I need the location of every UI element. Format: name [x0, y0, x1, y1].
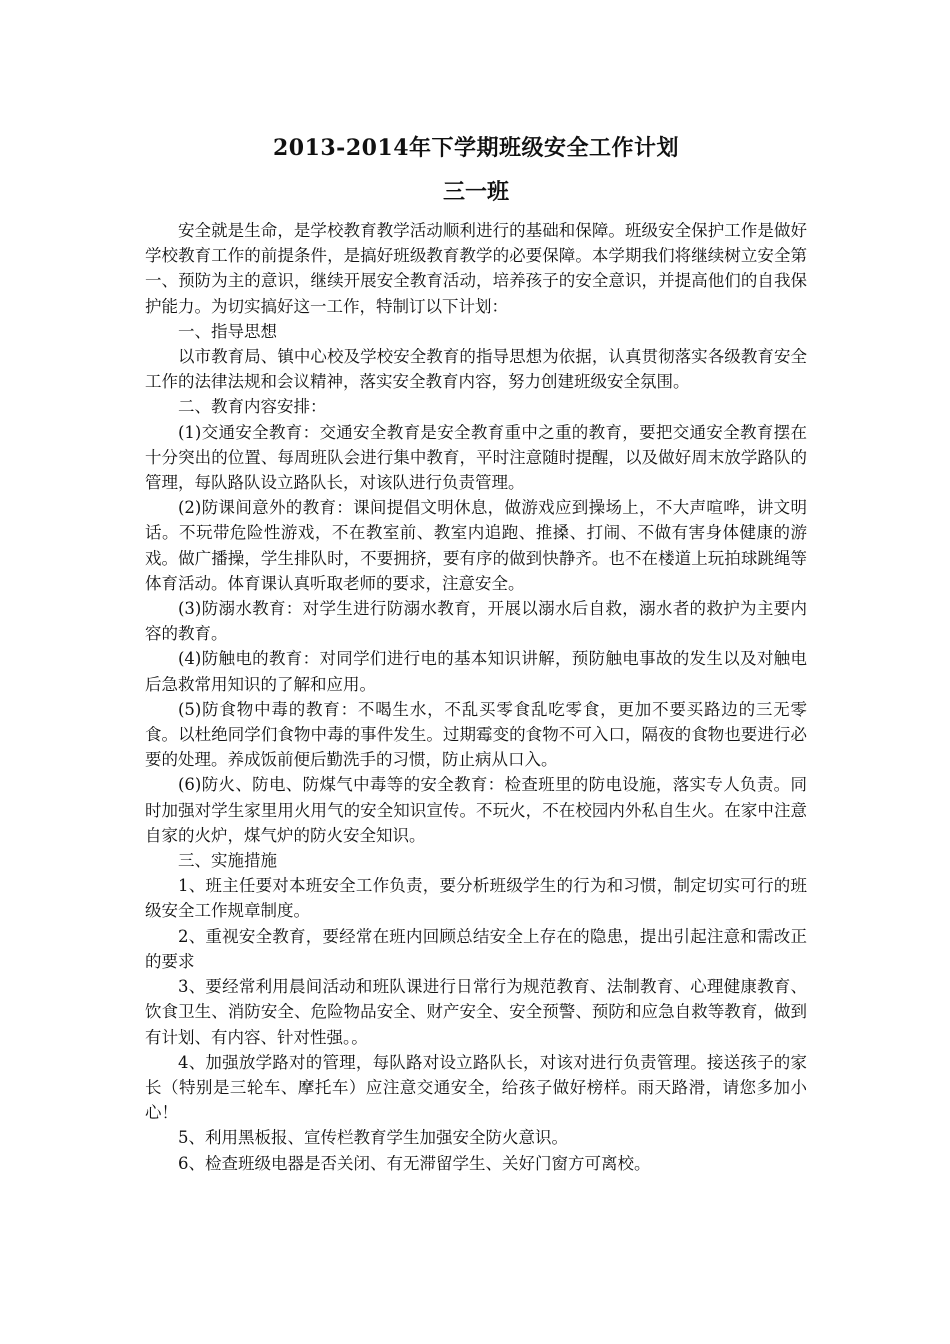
- paragraph-drowning-prevention: (3)防溺水教育：对学生进行防溺水教育，开展以溺水后自救，溺水者的救护为主要内容的教育。: [145, 599, 807, 644]
- paragraph-measure-5: 5、利用黑板报、宣传栏教育学生加强安全防火意识。: [178, 1128, 568, 1148]
- paragraph-recess-safety: (2)防课间意外的教育：课间提倡文明休息，做游戏应到操场上，不大声喧哗，讲文明话。不玩带危险性游戏，不在教室前、教室内追跑、推搡、打闹、不做有害身体健康的游戏。做广播操，学生排队时，不要拥挤，要有序的做到快静齐。也不在楼道上玩拍球跳绳等体育活动。体育课认真听取老师的要求，注意安全。: [145, 498, 807, 593]
- paragraph-measure-1: 1、班主任要对本班安全工作负责，要分析班级学生的行为和习惯，制定切实可行的班级安全工作规章制度。: [145, 876, 807, 921]
- section-heading-education-content: 二、教育内容安排：: [178, 397, 327, 417]
- paragraph-electric-shock-prevention: (4)防触电的教育：对同学们进行电的基本知识讲解，预防触电事故的发生以及对触电后急救常用知识的了解和应用。: [145, 649, 807, 694]
- paragraph-measure-4: 4、加强放学路对的管理，每队路对设立路队长，对该对进行负责管理。接送孩子的家长（特别是三轮车、摩托车）应注意交通安全，给孩子做好榜样。雨天路滑，请您多加小心！: [145, 1052, 807, 1123]
- document-title: 2013-2014年下学期班级安全工作计划: [272, 135, 680, 161]
- document-body: [145, 218, 807, 1176]
- document-subtitle: 三一班: [442, 179, 509, 205]
- paragraph-traffic-safety: (1)交通安全教育：交通安全教育是安全教育重中之重的教育，要把交通安全教育摆在十分突出的位置、每周班队会进行集中教育，平时注意随时提醒，以及做好周末放学路队的管理，每队路队设立路队长，对该队进行负责管理。: [145, 422, 807, 493]
- paragraph-intro: 安全就是生命，是学校教育教学活动顺利进行的基础和保障。班级安全保护工作是做好学校教育工作的前提条件，是搞好班级教育教学的必要保障。本学期我们将继续树立安全第一、预防为主的意识，继续开展安全教育活动，培养孩子的安全意识，并提高他们的自我保护能力。为切实搞好这一工作，特制订以下计划：: [145, 221, 807, 316]
- paragraph-measure-3: 3、要经常利用晨间活动和班队课进行日常行为规范教育、法制教育、心理健康教育、饮食卫生、消防安全、危险物品安全、财产安全、安全预警、预防和应急自救等教育，做到有计划、有内容、针对性强。。: [145, 977, 807, 1047]
- paragraph-food-poisoning-prevention: (5)防食物中毒的教育：不喝生水，不乱买零食乱吃零食，更加不要买路边的三无零食。以杜绝同学们食物中毒的事件发生。过期霉变的食物不可入口，隔夜的食物也要进行必要的处理。养成饭前便后勤洗手的习惯，防止病从口入。: [145, 699, 807, 770]
- paragraph-fire-gas-safety: (6)防火、防电、防煤气中毒等的安全教育：检查班里的防电设施，落实专人负责。同时加强对学生家里用火用气的安全知识宣传。不玩火，不在校园内外私自生火。在家中注意自家的火炉，煤气炉的防火安全知识。: [145, 775, 807, 845]
- paragraph-measure-2: 2、重视安全教育，要经常在班内回顾总结安全上存在的隐患，提出引起注意和需改正的要求: [145, 926, 807, 971]
- paragraph-measure-6: 6、检查班级电器是否关闭、有无滞留学生、关好门窗方可离校。: [178, 1153, 651, 1173]
- section-heading-guiding-ideology: 一、指导思想: [178, 321, 277, 341]
- document-page: [145, 128, 807, 1176]
- paragraph-guiding-ideology: 以市教育局、镇中心校及学校安全教育的指导思想为依据，认真贯彻落实各级教育安全工作的法律法规和会议精神，落实安全教育内容，努力创建班级安全氛围。: [145, 347, 807, 392]
- section-heading-measures: 三、实施措施: [178, 851, 277, 871]
